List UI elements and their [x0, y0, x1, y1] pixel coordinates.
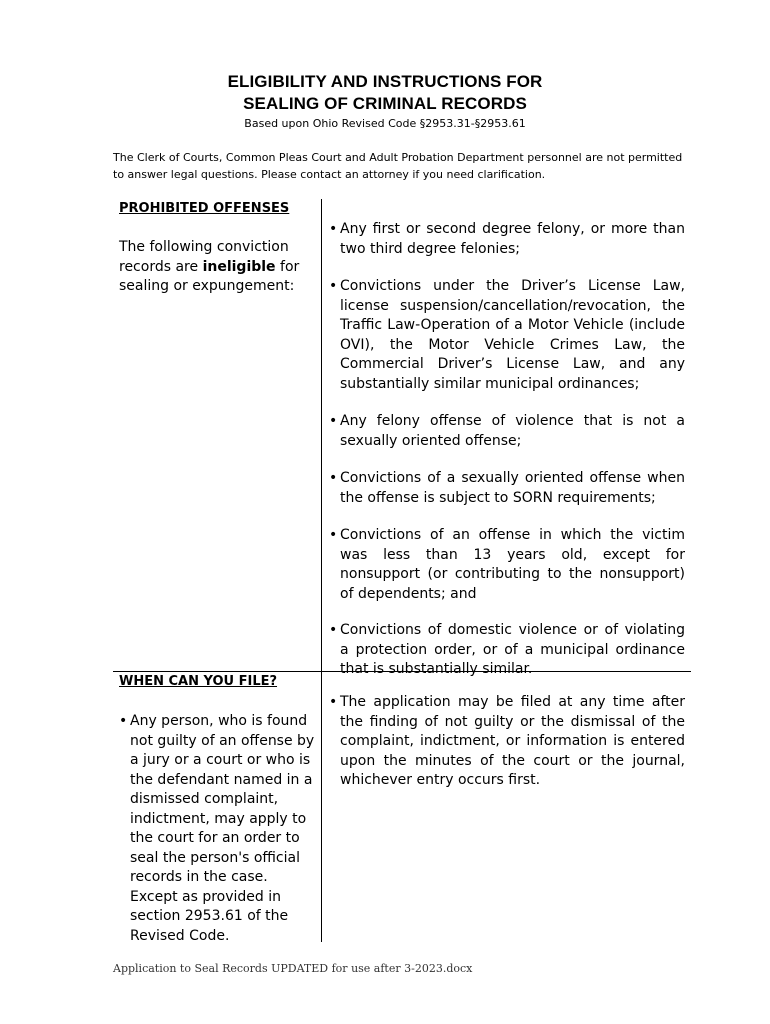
prohibited-intro: [119, 238, 309, 297]
bullet-icon: •: [329, 527, 338, 543]
when-heading-text: WHEN CAN YOU FILE: [119, 674, 270, 689]
document-title-line2: SEALING OF CRIMINAL RECORDS: [243, 94, 527, 113]
column-divider-bottom: [321, 672, 322, 942]
bullet-icon: •: [329, 694, 338, 710]
list-item: • Any felony offense of violence that is not a sexually oriented offense;: [329, 413, 685, 449]
when-right-list: [329, 693, 685, 791]
intro-text-before: The following conviction records are: [119, 239, 289, 275]
intro-text-bold: ineligible: [202, 258, 276, 275]
when-heading-mark: ?: [269, 674, 278, 689]
document-subtitle: Based upon Ohio Revised Code §2953.31-§2953.61: [244, 117, 526, 130]
list-item: • Convictions under the Driver’s License Law, license suspension/cancellation/revocation, the Traffic Law-Operation of a Motor Vehicle (include OVI), the Motor Vehicle Crimes Law, the Commercial Driver’s License Law, and any substantially similar municipal ordinances;: [329, 278, 685, 392]
list-item: • Any person, who is found not guilty of an offense by a jury or a court or who is the defendant named in a dismissed complaint, indictment, may apply to the court for an order to seal the person's official records in the case. Except as provided in section 2953.61 of the Revised Code.: [119, 713, 315, 944]
when-can-you-file-heading: [119, 674, 277, 689]
list-item: • Convictions of an offense in which the victim was less than 13 years old, except for nonsupport (or contributing to the nonsupport) of dependents; and: [329, 527, 685, 602]
list-item: • Convictions of domestic violence or of violating a protection order, or of a municipal ordinance that is substantially similar.: [329, 622, 685, 677]
list-item: • Convictions of a sexually oriented offense when the offense is subject to SORN requirements;: [329, 470, 685, 506]
bullet-icon: •: [329, 470, 338, 486]
list-item: • The application may be filed at any time after the finding of not guilty or the dismissal of the complaint, indictment, or information is entered upon the minutes of the court or the journal, whichever entry occurs first.: [329, 694, 685, 788]
bullet-icon: •: [329, 278, 338, 294]
list-item: • Any first or second degree felony, or more than two third degree felonies;: [329, 221, 685, 257]
document-title-line1: ELIGIBILITY AND INSTRUCTIONS FOR: [227, 72, 543, 91]
when-left-bullet: [119, 712, 315, 946]
column-divider-top: [321, 199, 322, 671]
prohibited-offenses-list: [329, 220, 685, 680]
prohibited-offenses-heading: PROHIBITED OFFENSES: [119, 201, 290, 216]
document-footer: Application to Seal Records UPDATED for use after 3-2023.docx: [113, 962, 473, 975]
intro-text-after: for sealing or expungement:: [119, 258, 300, 294]
disclaimer-text: The Clerk of Courts, Common Pleas Court and Adult Probation Department personnel are not permitted to answer legal questions. Please contact an attorney if you need clarification.: [113, 151, 683, 181]
bullet-icon: •: [329, 622, 338, 638]
bullet-icon: •: [329, 413, 338, 429]
bullet-icon: •: [119, 713, 128, 729]
bullet-icon: •: [329, 221, 338, 237]
